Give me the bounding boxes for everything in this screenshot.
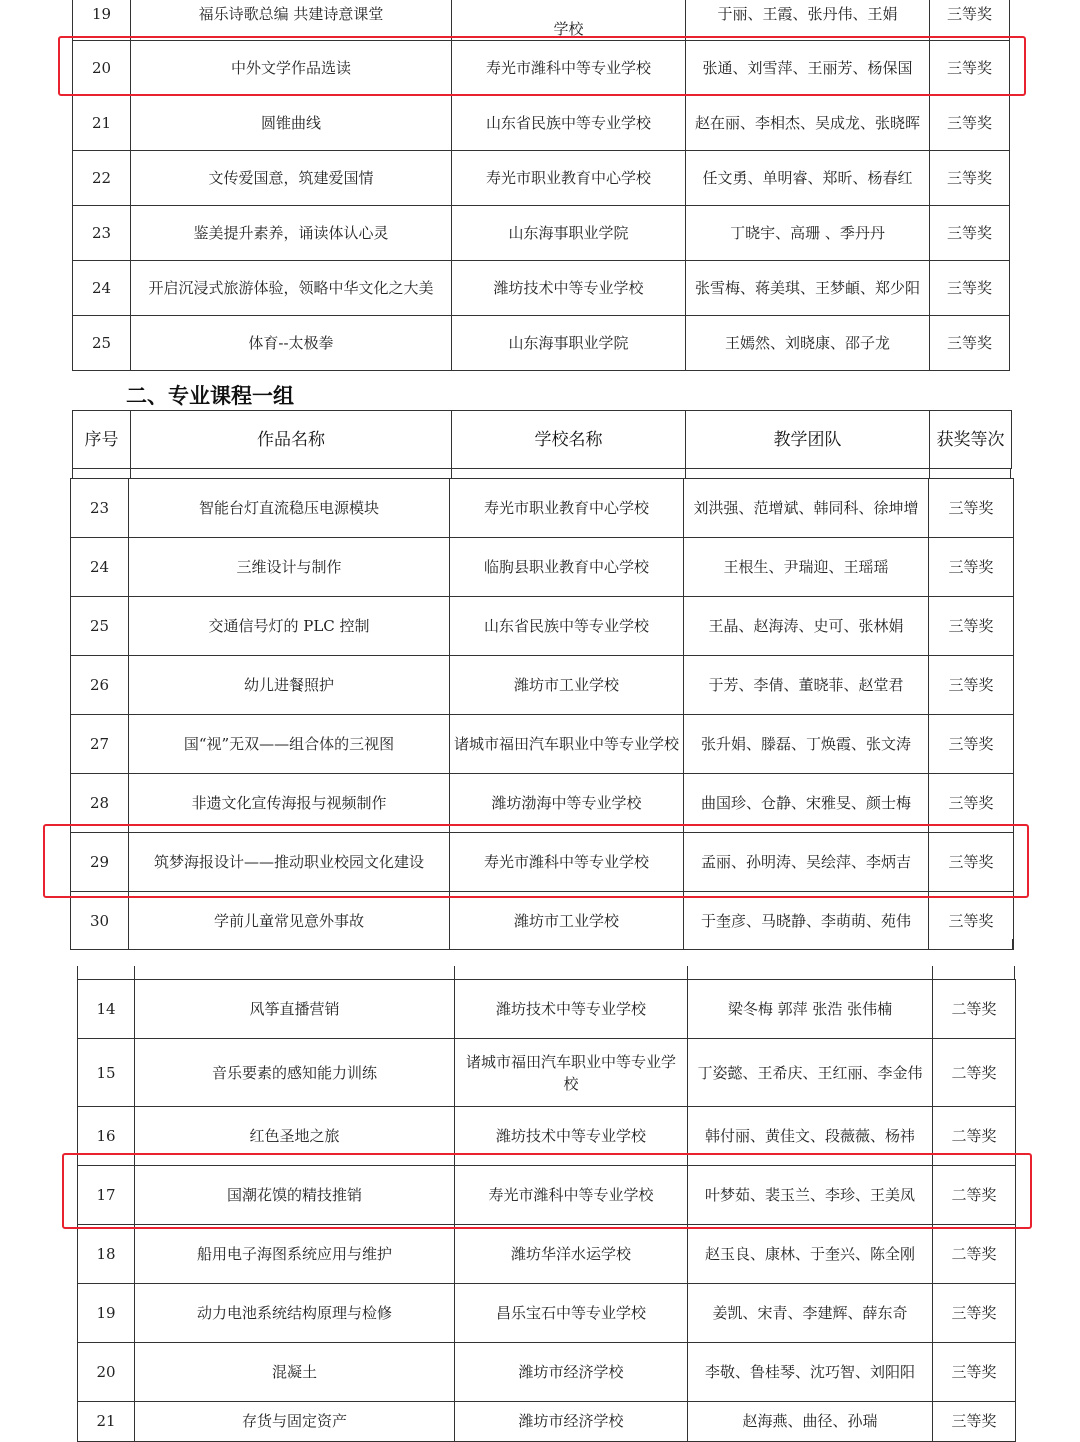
award-cell: 三等奖 (929, 833, 1014, 892)
middle-cut-lines (70, 939, 1013, 949)
bottom-cut-lines (77, 966, 1015, 980)
school-cell: 诸城市福田汽车职业中等专业学校 (450, 715, 684, 774)
seq-cell: 28 (71, 774, 129, 833)
team-cell: 于奎彦、马晓静、李萌萌、苑伟 (684, 892, 929, 950)
school-cell: 寿光市职业教育中心学校 (450, 479, 684, 538)
header-seq: 序号 (73, 411, 131, 469)
award-cell: 三等奖 (930, 96, 1010, 151)
work-cell: 中外文学作品选读 (131, 41, 452, 96)
work-cell: 三维设计与制作 (129, 538, 450, 597)
award-cell: 三等奖 (929, 774, 1014, 833)
school-cell (455, 1402, 688, 1442)
award-cell: 二等奖 (933, 1166, 1016, 1225)
table-row (73, 261, 1010, 316)
header-team: 教学团队 (686, 411, 930, 469)
team-cell: 丁姿懿、王希庆、王红丽、李金伟 (688, 1039, 933, 1107)
table-row (73, 206, 1010, 261)
award-cell: 三等奖 (929, 538, 1014, 597)
work-cell: 幼儿进餐照护 (129, 656, 450, 715)
table-row (73, 96, 1010, 151)
award-cell: 三等奖 (929, 892, 1014, 950)
team-cell (688, 1402, 933, 1442)
table-row (71, 715, 1014, 774)
award-cell: 三等奖 (929, 715, 1014, 774)
seq-cell: 25 (71, 597, 129, 656)
award-cell: 三等奖 (933, 1284, 1016, 1343)
team-cell: 张雪梅、蒋美琪、王梦頔、郑少阳 (686, 261, 930, 316)
work-cell: 体育--太极拳 (131, 316, 452, 371)
school-cell: 寿光市职业教育中心学校 (452, 151, 686, 206)
partial-work: 存货与固定资产 (241, 1412, 347, 1430)
work-cell: 国潮花馍的精技推销 (135, 1166, 455, 1225)
school-cell: 山东省民族中等专业学校 (450, 597, 684, 656)
school-cell: 寿光市潍科中等专业学校 (452, 41, 686, 96)
section-header-table (72, 410, 1012, 469)
work-cell: 圆锥曲线 (131, 96, 452, 151)
school-cell: 学校 (452, 0, 686, 41)
work-cell: 开启沉浸式旅游体验，领略中华文化之大美 (131, 261, 452, 316)
school-cell: 昌乐宝石中等专业学校 (455, 1284, 688, 1343)
table-row (78, 1225, 1016, 1284)
award-cell: 三等奖 (930, 151, 1010, 206)
school-cell: 潍坊技术中等专业学校 (455, 1107, 688, 1166)
award-cell: 三等奖 (930, 206, 1010, 261)
team-cell: 孟丽、孙明涛、吴绘萍、李炳吉 (684, 833, 929, 892)
team-cell: 于丽、王霞、张丹伟、王娟 (686, 0, 930, 41)
team-cell: 王嫣然、刘晓康、邵子龙 (686, 316, 930, 371)
seq-cell: 29 (71, 833, 129, 892)
work-cell: 交通信号灯的 PLC 控制 (129, 597, 450, 656)
team-cell: 赵玉良、康林、于奎兴、陈全刚 (688, 1225, 933, 1284)
school-cell: 潍坊市经济学校 (455, 1343, 688, 1402)
work-cell: 文传爱国意，筑建爱国情 (131, 151, 452, 206)
team-cell: 王晶、赵海涛、史可、张林娟 (684, 597, 929, 656)
team-cell: 丁晓宇、高珊 、季丹丹 (686, 206, 930, 261)
work-cell: 鉴美提升素养，诵读体认心灵 (131, 206, 452, 261)
work-cell: 学前儿童常见意外事故 (129, 892, 450, 950)
award-cell: 二等奖 (933, 1039, 1016, 1107)
award-cell: 二等奖 (933, 980, 1016, 1039)
seq-cell: 14 (78, 980, 135, 1039)
team-cell: 于芳、李倩、董晓菲、赵堂君 (684, 656, 929, 715)
work-cell: 智能台灯直流稳压电源模块 (129, 479, 450, 538)
highlight-box-row-17 (62, 1153, 1032, 1229)
award-cell: 三等奖 (930, 41, 1010, 96)
team-cell: 姜凯、宋青、李建辉、薛东奇 (688, 1284, 933, 1343)
section-heading: 二、专业课程一组 (126, 384, 294, 408)
award-cell: 三等奖 (929, 597, 1014, 656)
team-cell: 任文勇、单明睿、郑昕、杨春红 (686, 151, 930, 206)
school-cell: 潍坊技术中等专业学校 (455, 980, 688, 1039)
team-cell: 曲国珍、仓静、宋雅旻、颜士梅 (684, 774, 929, 833)
team-cell: 张通、刘雪萍、王丽芳、杨保国 (686, 41, 930, 96)
school-cell: 潍坊市工业学校 (450, 892, 684, 950)
seq-cell (78, 1402, 135, 1442)
work-cell: 风筝直播营销 (135, 980, 455, 1039)
seq-cell: 17 (78, 1166, 135, 1225)
seq-cell: 18 (78, 1225, 135, 1284)
team-cell: 梁冬梅 郭萍 张浩 张伟楠 (688, 980, 933, 1039)
table-row (73, 151, 1010, 206)
table-row (71, 597, 1014, 656)
work-cell: 船用电子海图系统应用与维护 (135, 1225, 455, 1284)
work-cell: 筑梦海报设计——推动职业校园文化建设 (129, 833, 450, 892)
partial-seq: 21 (96, 1412, 116, 1430)
table-row (71, 656, 1014, 715)
header-award: 获奖等次 (930, 411, 1012, 469)
table-row (73, 0, 1010, 41)
table-row (78, 980, 1016, 1039)
school-cell: 临朐县职业教育中心学校 (450, 538, 684, 597)
award-cell: 三等奖 (929, 479, 1014, 538)
table-row (71, 479, 1014, 538)
seq-cell: 19 (73, 0, 131, 41)
seq-cell: 23 (71, 479, 129, 538)
table-row (78, 1284, 1016, 1343)
header-cut-lines (72, 468, 1011, 478)
partial-school: 潍坊市经济学校 (518, 1412, 624, 1430)
school-cell: 潍坊技术中等专业学校 (452, 261, 686, 316)
school-cell: 潍坊市工业学校 (450, 656, 684, 715)
header-work: 作品名称 (131, 411, 452, 469)
team-cell: 韩付丽、黄佳文、段薇薇、杨祎 (688, 1107, 933, 1166)
seq-cell: 24 (71, 538, 129, 597)
award-cell: 三等奖 (933, 1343, 1016, 1402)
seq-cell: 23 (73, 206, 131, 261)
seq-cell: 27 (71, 715, 129, 774)
table-row (73, 316, 1010, 371)
seq-cell: 20 (78, 1343, 135, 1402)
team-cell: 赵在丽、李相杰、吴成龙、张晓晖 (686, 96, 930, 151)
award-cell (933, 1402, 1016, 1442)
team-cell: 刘洪强、范增斌、韩同科、徐坤增 (684, 479, 929, 538)
work-cell: 动力电池系统结构原理与检修 (135, 1284, 455, 1343)
highlight-box-row-29 (43, 824, 1029, 898)
work-cell: 混凝土 (135, 1343, 455, 1402)
seq-cell: 30 (71, 892, 129, 950)
header-row (73, 411, 1012, 469)
school-cell: 潍坊渤海中等专业学校 (450, 774, 684, 833)
award-cell: 二等奖 (933, 1107, 1016, 1166)
team-cell: 张升娟、滕磊、丁焕霞、张文涛 (684, 715, 929, 774)
partial-award: 三等奖 (951, 1412, 997, 1430)
seq-cell: 25 (73, 316, 131, 371)
school-cell: 寿光市潍科中等专业学校 (455, 1166, 688, 1225)
seq-cell: 24 (73, 261, 131, 316)
team-cell: 李敬、鲁桂琴、沈巧智、刘阳阳 (688, 1343, 933, 1402)
work-cell: 红色圣地之旅 (135, 1107, 455, 1166)
seq-cell: 19 (78, 1284, 135, 1343)
work-cell (135, 1402, 455, 1442)
highlight-box-row-20 (58, 36, 1026, 96)
partial-team: 赵海燕、曲径、孙瑞 (742, 1412, 878, 1430)
award-cell: 三等奖 (930, 0, 1010, 41)
award-cell: 三等奖 (929, 656, 1014, 715)
table-row (78, 1343, 1016, 1402)
seq-cell: 20 (73, 41, 131, 96)
school-cell: 山东海事职业学院 (452, 206, 686, 261)
table-row (78, 1039, 1016, 1107)
award-cell: 三等奖 (930, 316, 1010, 371)
school-cell: 诸城市福田汽车职业中等专业学校 (455, 1039, 688, 1107)
team-cell: 王根生、尹瑞迎、王瑶瑶 (684, 538, 929, 597)
seq-cell: 26 (71, 656, 129, 715)
table-row (78, 1402, 1016, 1442)
school-cell: 山东海事职业学院 (452, 316, 686, 371)
school-cell: 寿光市潍科中等专业学校 (450, 833, 684, 892)
school-cell: 山东省民族中等专业学校 (452, 96, 686, 151)
seq-cell: 21 (73, 96, 131, 151)
seq-cell: 15 (78, 1039, 135, 1107)
header-school: 学校名称 (452, 411, 686, 469)
work-cell: 国“视”无双——组合体的三视图 (129, 715, 450, 774)
team-cell: 叶梦茹、裴玉兰、李珍、王美凤 (688, 1166, 933, 1225)
seq-cell: 16 (78, 1107, 135, 1166)
seq-cell: 22 (73, 151, 131, 206)
award-cell: 二等奖 (933, 1225, 1016, 1284)
school-cell: 潍坊华洋水运学校 (455, 1225, 688, 1284)
work-cell: 福乐诗歌总编 共建诗意课堂 (131, 0, 452, 41)
work-cell: 音乐要素的感知能力训练 (135, 1039, 455, 1107)
table-row (71, 538, 1014, 597)
award-cell: 三等奖 (930, 261, 1010, 316)
work-cell: 非遗文化宣传海报与视频制作 (129, 774, 450, 833)
